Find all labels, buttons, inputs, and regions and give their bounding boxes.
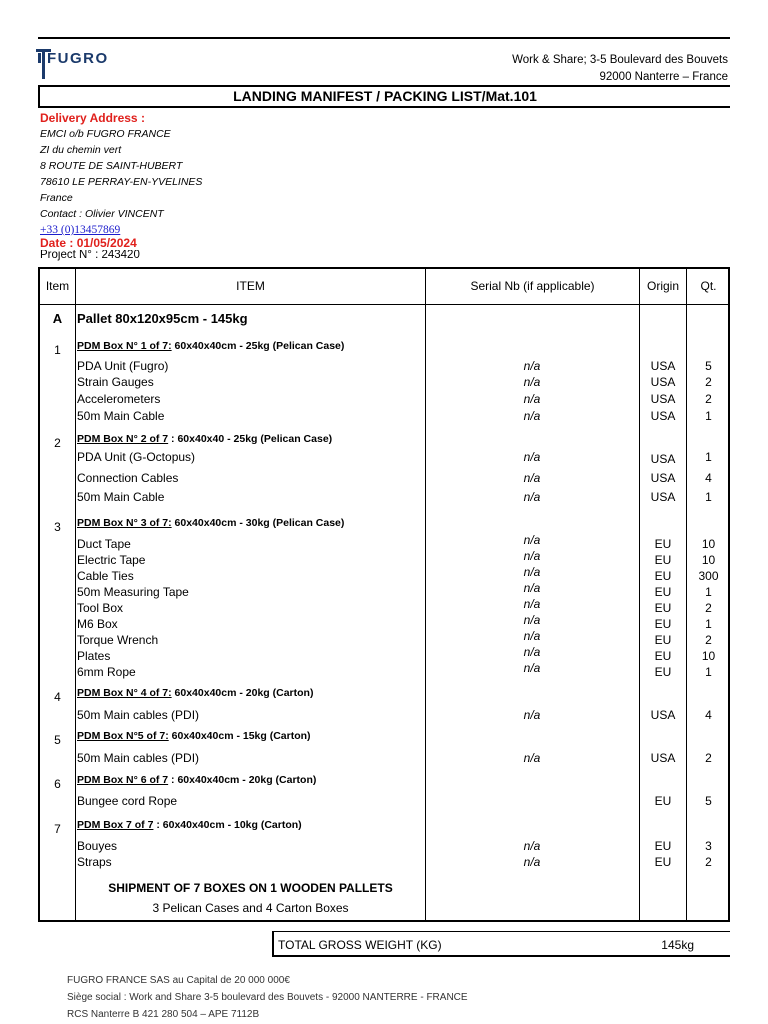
table-row	[40, 449, 732, 465]
delivery-line: 78610 LE PERRAY-EN-YVELINES	[40, 176, 203, 188]
line-description: 50m Measuring Tape	[77, 585, 189, 599]
line-description: 50m Main cables (PDI)	[77, 751, 200, 765]
total-weight-box	[272, 931, 730, 957]
line-qty: 3	[705, 839, 712, 853]
table-row	[40, 374, 732, 390]
line-origin: EU	[654, 839, 672, 853]
header-qty: Qt.	[700, 279, 717, 293]
delivery-contact: Contact : Olivier VINCENT	[40, 208, 164, 220]
box-title: PDM Box N° 4 of 7: 60x40x40cm - 20kg (Carton)	[77, 687, 314, 699]
box-number: 1	[54, 343, 61, 357]
pallet-description: Pallet 80x120x95cm - 145kg	[77, 311, 248, 326]
line-origin: USA	[650, 471, 676, 485]
line-origin: USA	[650, 392, 676, 406]
footer-line: RCS Nanterre B 421 280 504 – APE 7112B	[67, 1009, 260, 1020]
box-title: PDM Box 7 of 7 : 60x40x40cm - 10kg (Carton)	[77, 819, 302, 831]
total-weight-value: 145kg	[661, 938, 694, 952]
delivery-line: ZI du chemin vert	[40, 144, 122, 156]
table-row	[40, 358, 732, 374]
header-origin: Origin	[646, 279, 679, 293]
line-qty: 10	[701, 553, 716, 567]
line-origin: EU	[654, 633, 672, 647]
total-weight-label: TOTAL GROSS WEIGHT (KG)	[278, 938, 442, 952]
table-row	[40, 793, 732, 809]
line-qty: 2	[705, 751, 712, 765]
line-serial: n/a	[523, 613, 541, 627]
date-label: Date :	[40, 238, 74, 250]
delivery-line: EMCI o/b FUGRO FRANCE	[40, 128, 171, 140]
box-title: PDM Box N° 3 of 7: 60x40x40cm - 30kg (Pelican Case)	[77, 517, 345, 529]
line-qty: 300	[698, 569, 719, 583]
line-qty: 1	[705, 665, 712, 679]
line-serial: n/a	[523, 359, 541, 373]
box-title: PDM Box N° 6 of 7 : 60x40x40cm - 20kg (Carton)	[77, 774, 317, 786]
line-origin: EU	[654, 794, 672, 808]
line-qty: 1	[705, 490, 712, 504]
delivery-line: 8 ROUTE DE SAINT-HUBERT	[40, 160, 183, 172]
table-header-rule	[40, 304, 728, 305]
table-row	[40, 661, 732, 680]
line-description: Bouyes	[77, 839, 118, 853]
line-serial: n/a	[523, 565, 541, 579]
line-serial: n/a	[523, 471, 541, 485]
line-serial: n/a	[523, 549, 541, 563]
line-description: Duct Tape	[77, 537, 131, 551]
pallet-row	[40, 311, 732, 327]
box-number: 6	[54, 777, 61, 791]
shipment-summary-subtitle: 3 Pelican Cases and 4 Carton Boxes	[152, 901, 349, 915]
footer-line: Siège social : Work and Share 3-5 boulevard des Bouvets - 92000 NANTERRE - FRANCE	[67, 992, 468, 1003]
company-footer	[67, 972, 468, 1023]
packing-table	[38, 267, 730, 922]
line-description: Straps	[77, 855, 112, 869]
fugro-logo-mark	[36, 44, 146, 80]
line-qty: 5	[705, 359, 712, 373]
line-serial: n/a	[523, 409, 541, 423]
line-serial: n/a	[523, 581, 541, 595]
address-line-2: 92000 Nanterre – France	[599, 71, 728, 83]
line-origin: EU	[654, 585, 672, 599]
line-serial: n/a	[523, 708, 541, 722]
line-qty: 1	[705, 585, 712, 599]
line-qty: 10	[701, 649, 716, 663]
pallet-id: A	[52, 311, 63, 326]
table-row	[40, 707, 732, 723]
header-item: ITEM	[236, 279, 265, 293]
line-description: Plates	[77, 649, 111, 663]
line-description: PDA Unit (G-Octopus)	[77, 450, 196, 464]
line-qty: 1	[705, 617, 712, 631]
line-origin: EU	[654, 569, 672, 583]
box-row	[40, 772, 732, 791]
line-description: Bungee cord Rope	[77, 794, 178, 808]
line-origin: EU	[654, 665, 672, 679]
line-origin: EU	[654, 553, 672, 567]
line-origin: USA	[650, 452, 676, 466]
line-serial: n/a	[523, 533, 541, 547]
line-serial: n/a	[523, 450, 541, 464]
address-line-1: Work & Share; 3-5 Boulevard des Bouvets	[512, 54, 728, 66]
line-origin: EU	[654, 537, 672, 551]
box-row	[40, 338, 732, 357]
line-description: Torque Wrench	[77, 633, 159, 647]
line-description: Cable Ties	[77, 569, 134, 583]
delivery-address-block	[40, 110, 202, 262]
box-number: 3	[54, 520, 61, 534]
project-number: Project N° : 243420	[40, 250, 140, 261]
line-description: Accelerometers	[77, 392, 161, 406]
table-row	[40, 750, 732, 766]
date-line	[40, 238, 202, 250]
line-serial: n/a	[523, 375, 541, 389]
line-qty: 1	[705, 450, 712, 464]
header-item-no: Item	[45, 279, 70, 293]
table-row	[40, 408, 732, 424]
footer-line: FUGRO FRANCE SAS au Capital de 20 000 000€	[67, 975, 290, 986]
line-qty: 4	[705, 708, 712, 722]
box-row	[40, 431, 732, 450]
fugro-logo	[36, 44, 146, 80]
table-row	[40, 489, 732, 505]
line-qty: 2	[705, 633, 712, 647]
box-number: 7	[54, 822, 61, 836]
line-description: 50m Main cables (PDI)	[77, 708, 200, 722]
line-serial: n/a	[523, 839, 541, 853]
line-origin: EU	[654, 649, 672, 663]
line-description: 50m Main Cable	[77, 409, 165, 423]
table-row	[40, 838, 732, 854]
line-qty: 4	[705, 471, 712, 485]
box-title: PDM Box N°5 of 7: 60x40x40cm - 15kg (Carton)	[77, 730, 311, 742]
document-title: LANDING MANIFEST / PACKING LIST/Mat.101	[38, 85, 730, 108]
line-origin: USA	[650, 751, 676, 765]
table-row	[40, 470, 732, 486]
box-title: PDM Box N° 1 of 7: 60x40x40cm - 25kg (Pelican Case)	[77, 340, 345, 352]
top-rule	[38, 37, 730, 39]
line-description: 6mm Rope	[77, 665, 136, 679]
line-serial: n/a	[523, 855, 541, 869]
delivery-line: France	[40, 192, 73, 204]
phone-link[interactable]: +33 (0)13457869	[40, 224, 121, 236]
line-serial: n/a	[523, 751, 541, 765]
line-qty: 10	[701, 537, 716, 551]
header-serial: Serial Nb (if applicable)	[470, 279, 595, 293]
logo-text: FUGRO	[47, 50, 109, 67]
line-description: Tool Box	[77, 601, 124, 615]
line-origin: USA	[650, 409, 676, 423]
box-number: 2	[54, 436, 61, 450]
line-qty: 1	[705, 409, 712, 423]
line-description: PDA Unit (Fugro)	[77, 359, 169, 373]
line-qty: 2	[705, 855, 712, 869]
box-number: 4	[54, 690, 61, 704]
line-serial: n/a	[523, 645, 541, 659]
box-row	[40, 685, 732, 704]
box-row	[40, 515, 732, 534]
line-origin: USA	[650, 359, 676, 373]
line-qty: 2	[705, 601, 712, 615]
line-serial: n/a	[523, 661, 541, 675]
box-row	[40, 817, 732, 836]
line-description: 50m Main Cable	[77, 490, 165, 504]
box-row	[40, 728, 732, 747]
line-origin: USA	[650, 708, 676, 722]
line-serial: n/a	[523, 597, 541, 611]
line-description: M6 Box	[77, 617, 118, 631]
line-description: Strain Gauges	[77, 375, 154, 389]
line-origin: USA	[650, 375, 676, 389]
line-description: Electric Tape	[77, 553, 146, 567]
line-qty: 2	[705, 375, 712, 389]
box-title: PDM Box N° 2 of 7 : 60x40x40 - 25kg (Pelican Case)	[77, 433, 333, 445]
line-origin: EU	[654, 855, 672, 869]
line-serial: n/a	[523, 490, 541, 504]
line-serial: n/a	[523, 629, 541, 643]
company-address	[512, 52, 728, 86]
table-row	[40, 391, 732, 407]
line-origin: USA	[650, 490, 676, 504]
shipment-summary-title: SHIPMENT OF 7 BOXES ON 1 WOODEN PALLETS	[108, 881, 393, 895]
table-row	[40, 854, 732, 870]
box-number: 5	[54, 733, 61, 747]
date-value: 01/05/2024	[76, 238, 137, 250]
line-origin: EU	[654, 601, 672, 615]
line-origin: EU	[654, 617, 672, 631]
line-qty: 2	[705, 392, 712, 406]
line-description: Connection Cables	[77, 471, 179, 485]
line-serial: n/a	[523, 392, 541, 406]
line-qty: 5	[705, 794, 712, 808]
delivery-label: Delivery Address :	[40, 111, 145, 125]
